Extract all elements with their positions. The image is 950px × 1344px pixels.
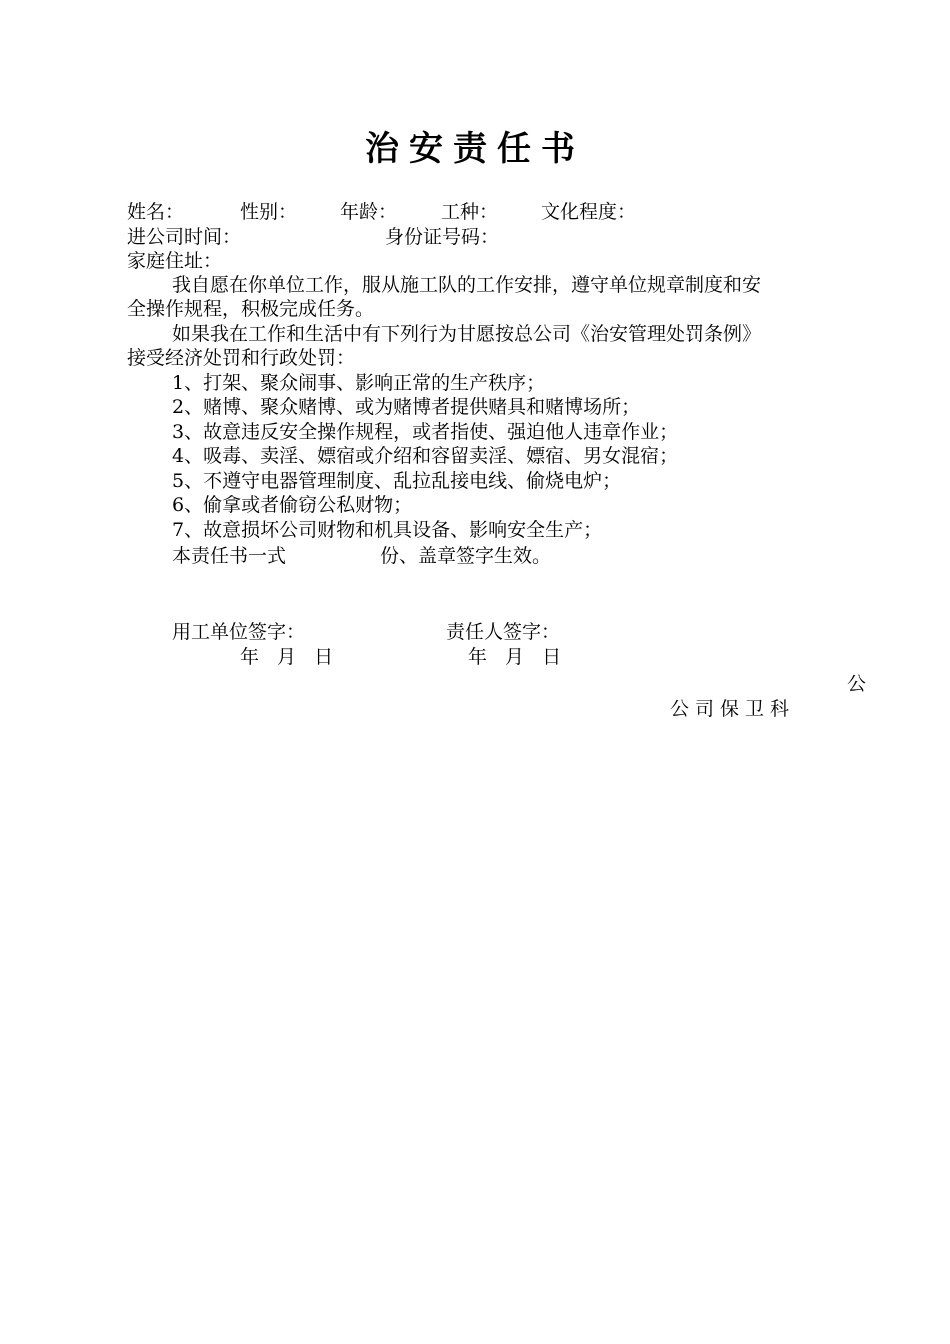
responsible-date: 年 月 日 xyxy=(468,646,568,668)
field-education: 文化程度： xyxy=(541,201,637,223)
employer-date: 年 月 日 xyxy=(240,646,340,668)
list-item: 5、不遵守电器管理制度、乱拉乱接电线、偷烧电炉； xyxy=(172,470,622,492)
field-job-type: 工种： xyxy=(441,201,499,223)
field-age: 年龄： xyxy=(340,201,398,223)
copies-text-prefix: 本责任书一式 xyxy=(172,545,287,567)
list-item: 6、偷拿或者偷窃公私财物； xyxy=(172,494,413,516)
list-item: 7、故意损坏公司财物和机具设备、影响安全生产； xyxy=(172,519,603,541)
document-title: 治安责任书 xyxy=(365,129,585,169)
field-id-number: 身份证号码： xyxy=(385,226,500,248)
field-join-date: 进公司时间： xyxy=(127,226,242,248)
paragraph-2-line-2: 接受经济处罚和行政处罚： xyxy=(127,347,356,369)
list-item: 1、打架、聚众闹事、影响正常的生产秩序； xyxy=(172,372,546,394)
list-item: 4、吸毒、卖淫、嫖宿或介绍和容留卖淫、嫖宿、男女混宿； xyxy=(172,445,679,467)
field-gender: 性别： xyxy=(240,201,298,223)
paragraph-2-line-1: 如果我在工作和生活中有下列行为甘愿按总公司《治安管理处罚条例》 xyxy=(172,323,762,345)
responsible-signature-label: 责任人签字： xyxy=(446,621,561,643)
list-item: 2、赌博、聚众赌博、或为赌博者提供赌具和赌博场所； xyxy=(172,396,641,418)
list-item: 3、故意违反安全操作规程，或者指使、强迫他人违章作业； xyxy=(172,421,679,443)
paragraph-1-line-2: 全操作规程，积极完成任务。 xyxy=(127,298,375,320)
field-name: 姓名： xyxy=(127,201,185,223)
employer-signature-label: 用工单位签字： xyxy=(172,621,306,643)
seal-char: 公 xyxy=(847,673,867,695)
copies-text-suffix: 份、盖章签字生效。 xyxy=(380,545,552,567)
field-address: 家庭住址： xyxy=(127,250,223,272)
paragraph-1-line-1: 我自愿在你单位工作，服从施工队的工作安排，遵守单位规章制度和安 xyxy=(172,274,762,296)
department-name: 公司保卫科 xyxy=(670,698,796,720)
